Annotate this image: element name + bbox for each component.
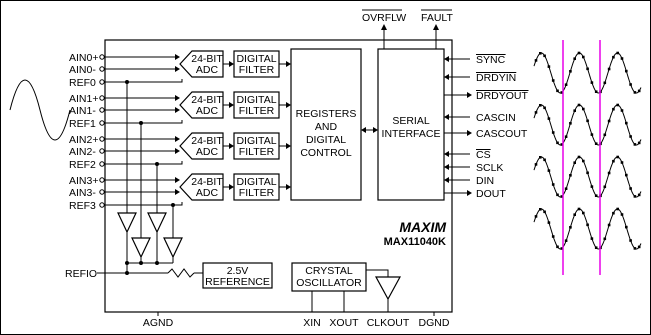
sample-point <box>556 194 559 197</box>
filter-label-top-1: DIGITAL <box>236 94 277 106</box>
sample-point <box>595 194 598 197</box>
sample-point <box>543 55 546 58</box>
pin-dot-pos-1 <box>100 96 104 100</box>
sample-point <box>582 56 585 59</box>
sample-point <box>539 104 542 107</box>
filter-label-top-3: DIGITAL <box>236 176 277 188</box>
sample-point <box>612 212 615 215</box>
pin-dot-pos-2 <box>100 137 104 141</box>
sample-point <box>573 109 576 112</box>
sample-point <box>638 194 641 197</box>
sample-point <box>543 107 546 110</box>
sample-point <box>621 57 624 60</box>
sample-point <box>629 83 632 86</box>
filter-label-top-0: DIGITAL <box>236 53 277 65</box>
sample-point <box>608 172 611 175</box>
sample-point <box>638 246 641 249</box>
sample-point <box>535 59 538 62</box>
adc-label-top-1: 24-BIT <box>191 94 223 106</box>
right-pin-0 <box>444 54 506 66</box>
pin-label-neg-1: AIN1- <box>69 105 96 117</box>
sample-point <box>569 174 572 177</box>
sample-point <box>569 122 572 125</box>
sample-point <box>634 91 637 94</box>
right-pin-3 <box>444 112 516 124</box>
sample-point <box>625 174 628 177</box>
right-pin-arrow-4 <box>467 130 472 136</box>
pin-dot-pos-3 <box>100 178 104 182</box>
sample-point <box>595 246 598 249</box>
sample-point <box>582 160 585 163</box>
sample-point <box>578 52 581 55</box>
sample-point <box>552 79 555 82</box>
sample-point <box>595 142 598 145</box>
right-pin-label-4: CASCOUT <box>476 128 528 140</box>
waveform-3 <box>534 209 641 249</box>
sample-point <box>539 156 542 159</box>
sample-point <box>612 56 615 59</box>
sample-point <box>586 68 589 71</box>
sample-point <box>548 221 551 224</box>
maxim-logo: MAXIM <box>399 219 446 235</box>
sample-point <box>548 117 551 120</box>
pin-dot-ref-0 <box>100 80 104 84</box>
pin-label-ref-0: REF0 <box>69 77 96 89</box>
waveform-0 <box>534 53 641 93</box>
pin-dot-neg-2 <box>100 149 104 153</box>
filter-label-bottom-3: FILTER <box>238 187 275 199</box>
fault-arrow <box>433 24 439 30</box>
refio-label: REFIO <box>65 268 98 280</box>
sample-point <box>612 160 615 163</box>
sample-point <box>578 208 581 211</box>
sample-point <box>621 161 624 164</box>
sample-point <box>616 208 619 211</box>
adc-label-bottom-3: ADC <box>195 187 219 199</box>
pin-dot-neg-0 <box>100 67 104 71</box>
right-pin-label-1: DRDYIN <box>476 72 517 84</box>
pin-dot-ref-2 <box>100 162 104 166</box>
pin-label-pos-3: AIN3+ <box>69 175 99 187</box>
sample-point <box>604 238 607 241</box>
sample-point <box>629 239 632 242</box>
sample-point <box>604 186 607 189</box>
filter-label-bottom-1: FILTER <box>238 105 275 117</box>
right-pin-label-2: DRDYOUT <box>476 90 528 102</box>
sample-point <box>548 65 551 68</box>
pin-label-neg-3: AIN3- <box>69 187 96 199</box>
pin-label-ref-2: REF2 <box>69 159 96 171</box>
adc-label-bottom-1: ADC <box>195 105 219 117</box>
sample-point <box>539 52 542 55</box>
pin-label-pos-1: AIN1+ <box>69 93 99 105</box>
sample-point <box>625 122 628 125</box>
sample-point <box>586 120 589 123</box>
sample-point <box>638 142 641 145</box>
oscillator-label-2: OSCILLATOR <box>296 277 362 289</box>
sample-point <box>621 213 624 216</box>
sample-point <box>573 161 576 164</box>
waveform-1 <box>534 105 641 145</box>
right-pin-4 <box>444 128 528 140</box>
agnd-label: AGND <box>142 317 174 329</box>
ovrflw-arrow <box>381 24 387 30</box>
filter-label-bottom-2: FILTER <box>238 146 275 158</box>
registers-label-4: CONTROL <box>300 147 352 159</box>
sample-point <box>539 208 542 211</box>
sample-point <box>569 70 572 73</box>
adc-label-bottom-0: ADC <box>195 64 219 76</box>
sample-point <box>535 111 538 114</box>
pin-label-neg-2: AIN2- <box>69 146 96 158</box>
sample-point <box>638 90 641 93</box>
right-pin-6 <box>444 162 503 174</box>
sample-point <box>573 57 576 60</box>
right-pin-label-7: DIN <box>476 175 495 187</box>
pin-dot-ref-3 <box>100 203 104 207</box>
input-sine-wave <box>10 80 70 140</box>
sample-point <box>565 239 568 242</box>
right-pin-arrow-8 <box>467 190 472 196</box>
sample-point <box>565 83 568 86</box>
right-pin-label-5: CS <box>476 149 491 161</box>
sample-point <box>591 237 594 240</box>
right-pin-2 <box>444 90 529 102</box>
sample-point <box>621 109 624 112</box>
sample-point <box>543 211 546 214</box>
registers-label-1: REGISTERS <box>295 108 357 120</box>
reference-label-1: 2.5V <box>226 265 249 277</box>
sample-point <box>582 212 585 215</box>
sample-point <box>556 90 559 93</box>
right-pin-label-6: SCLK <box>476 162 504 174</box>
sample-point <box>629 187 632 190</box>
sample-point <box>548 169 551 172</box>
adc-label-bottom-2: ADC <box>195 146 219 158</box>
clkout-label: CLKOUT <box>366 317 410 329</box>
sample-point <box>586 172 589 175</box>
right-pin-8 <box>444 188 506 200</box>
sample-point <box>552 131 555 134</box>
sample-point <box>629 135 632 138</box>
sample-point <box>565 135 568 138</box>
sample-point <box>543 159 546 162</box>
sample-point <box>604 82 607 85</box>
xout-label: XOUT <box>329 317 359 329</box>
adc-label-top-3: 24-BIT <box>191 176 223 188</box>
sample-point <box>634 195 637 198</box>
sample-point <box>569 226 572 229</box>
fault-label: FAULT <box>421 12 453 24</box>
sample-point <box>535 163 538 166</box>
registers-label-3: DIGITAL <box>305 134 347 146</box>
pin-label-pos-0: AIN0+ <box>69 52 99 64</box>
sample-point <box>552 235 555 238</box>
sample-point <box>616 52 619 55</box>
right-pin-1 <box>444 72 516 84</box>
pin-dot-neg-1 <box>100 108 104 112</box>
part-number: MAX11040K <box>383 236 446 248</box>
oscillator-label-1: CRYSTAL <box>305 265 353 277</box>
sample-point <box>616 156 619 159</box>
sample-point <box>591 133 594 136</box>
pin-dot-ref-1 <box>100 121 104 125</box>
right-pin-label-8: DOUT <box>476 188 506 200</box>
right-pin-group <box>444 54 529 200</box>
sample-point <box>595 90 598 93</box>
right-pin-label-3: CASCIN <box>476 112 516 124</box>
filter-label-top-2: DIGITAL <box>236 135 277 147</box>
xin-label: XIN <box>303 317 321 329</box>
registers-label-2: AND <box>314 121 338 133</box>
serial-label-2: INTERFACE <box>381 128 441 140</box>
sample-point <box>634 143 637 146</box>
sample-point <box>625 226 628 229</box>
sample-point <box>578 104 581 107</box>
filter-label-bottom-0: FILTER <box>238 64 275 76</box>
dgnd-label: DGND <box>418 317 450 329</box>
reference-label-2: REFERENCE <box>205 276 270 288</box>
right-pin-label-0: SYNC <box>476 54 506 66</box>
sample-point <box>612 108 615 111</box>
adc-label-top-2: 24-BIT <box>191 135 223 147</box>
sample-point <box>552 183 555 186</box>
pin-label-ref-1: REF1 <box>69 118 96 130</box>
sample-point <box>634 247 637 250</box>
sample-point <box>591 81 594 84</box>
ovrflw-label: OVRFLW <box>362 12 407 24</box>
pin-label-neg-0: AIN0- <box>69 64 96 76</box>
sample-point <box>586 224 589 227</box>
sample-point <box>556 246 559 249</box>
right-pin-arrow-2 <box>467 92 472 98</box>
pin-dot-pos-0 <box>100 55 104 59</box>
output-waveforms <box>534 52 641 250</box>
sample-point <box>608 68 611 71</box>
sample-point <box>582 108 585 111</box>
sample-point <box>573 213 576 216</box>
sample-point <box>616 104 619 107</box>
sample-point <box>608 224 611 227</box>
pin-label-pos-2: AIN2+ <box>69 134 99 146</box>
adc-label-top-0: 24-BIT <box>191 53 223 65</box>
sample-point <box>556 142 559 145</box>
pin-dot-neg-3 <box>100 190 104 194</box>
sample-point <box>535 215 538 218</box>
sample-point <box>578 156 581 159</box>
pin-label-ref-3: REF3 <box>69 200 96 212</box>
waveform-2 <box>534 157 641 197</box>
sample-point <box>625 70 628 73</box>
sample-point <box>604 134 607 137</box>
sample-point <box>591 185 594 188</box>
serial-label-1: SERIAL <box>392 115 430 127</box>
sample-point <box>565 187 568 190</box>
sample-point <box>608 120 611 123</box>
